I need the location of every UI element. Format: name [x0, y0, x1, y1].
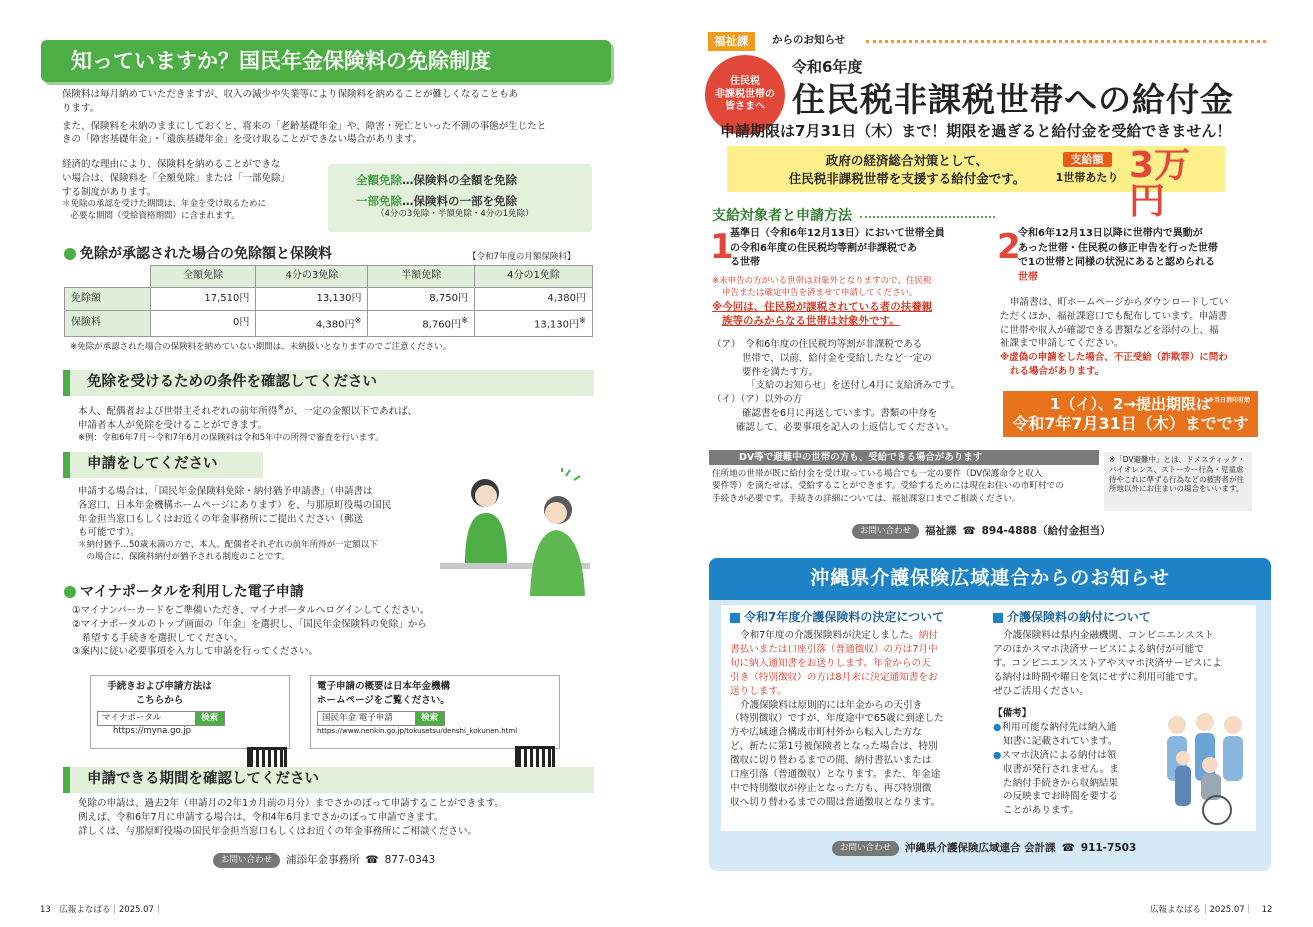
- welfare-tag: 福祉課: [708, 32, 755, 51]
- kaigo-remarks: 【備考】 ●利用可能な納付先は納入通 知書に記載されています。 ●スマホ決済による納付は領 収書が発行されません。ま た納付手続きから収納結果 の反映までお時間を要する ことがあります。: [993, 708, 1119, 817]
- dotted-divider: [866, 40, 1266, 43]
- dv-text: 住所地の世帯が既に給付金を受け取っている場合でも一定の要件（DV保護命令と収入 要件等）を満たせば、受給することができます。受給するためには現在お住いの市町村での 手続きが必要です。手続きの詳細については、福祉課窓口までご相談ください。: [712, 469, 1064, 504]
- left-footer: 13 広報よなばる｜2025.07｜: [40, 905, 163, 915]
- table-row: 保険料 0円 4,380円※ 8,760円※ 13,130円※: [65, 311, 593, 337]
- kaigo-banner: 沖縄県介護保険広域連合からのお知らせ: [709, 558, 1271, 600]
- nenkin-box: 電子申請の概要は日本年金機構 ホームページをご覧ください。 国民年金 電子申請 検索 https://www.nenkin.go.jp/tokusetsu/denshi_kokunen.html: [310, 675, 560, 749]
- table-footnote: ※免除が承認された場合の保険料を納めていない期間は、未納扱いとなりますのでご注意ください。: [70, 342, 452, 352]
- kaigo-payment-text: 介護保険料は県内金融機関、コンビニエンススト アのほかスマホ決済サービスによる納付が可能で す。コンビニエンスストアやスマホ決済サービスによ る納付は時間や曜日を気にせずに利用可能です。 ぜひご活用ください。: [993, 630, 1222, 697]
- phone-icon: ☎: [1061, 842, 1075, 854]
- phone-icon: ☎: [365, 854, 379, 866]
- kaigo-payment-heading: 介護保険料の納付について: [993, 609, 1151, 626]
- left-contact: お問い合わせ 浦添年金事務所 ☎ 877-0343: [213, 853, 435, 868]
- myna-heading: マイナポータルを利用した電子申請: [64, 582, 304, 602]
- deadline-text: 申請期限は7月31日（木）まで！期限を過ぎると給付金を受給できません！: [720, 122, 1232, 140]
- notice-label: からのお知らせ: [772, 34, 846, 46]
- item1-text: 基準日（令和6年12月13日）において世帯全員 の令和6年度の住民税均等割が非課税であ る世帯: [730, 228, 945, 268]
- consultation-illustration: [440, 468, 590, 598]
- elderly-illustration: [1155, 710, 1255, 828]
- left-title-banner: 知っていますか？国民年金保険料の免除制度: [41, 40, 611, 82]
- target-circle-badge: 住民税 非課税世帯の 皆さまへ: [705, 55, 785, 135]
- myna-steps: ①マイナンバーカードをご準備いただき、マイナポータルへログインしてください。 ②マイナポータルのトップ画面の「年金」を選択し、「国民年金保険料の免除」から 希望する手続きを選択してください。 ③案内に従い必要事項を入力して申請を行ってください。: [72, 605, 430, 658]
- section-period-heading: 申請できる期間を確認してください: [63, 767, 594, 793]
- item2-text: 令和6年12月13日以降に世帯内で異動が あった世帯・住民税の修正申告を行った世帯 で1の世帯と同様の状況にあると認められる 世帯: [1018, 228, 1218, 283]
- exemption-types-box: 全額免除…保険料の全額を免除 一部免除…保険料の一部を免除 （4分の3免除・半額免除・4分の1免除）: [328, 164, 592, 232]
- nenkin-search-box[interactable]: 国民年金 電子申請 検索: [317, 711, 445, 726]
- table-note: 【令和7年度の月額保険料】: [468, 252, 576, 262]
- myna-url[interactable]: https://myna.go.jp: [113, 725, 191, 736]
- table-heading: 免除が承認された場合の免除額と保険料: [64, 244, 332, 264]
- dotted-divider: [860, 216, 995, 218]
- target-heading: 支給対象者と申請方法: [712, 208, 852, 224]
- amount: 3万円: [1129, 145, 1191, 222]
- period-text: 免除の申請は、過去2年（申請月の2年1カ月前の月分）までさかのぼって申請することができます。 例えば、令和6年7月に申請する場合は、令和4年6月までさかのぼって申請できます。 詳しくは、与那原町役場の国民年金担当窓口もしくはお近くの年金事務所にご相談ください。: [78, 798, 504, 837]
- item2-desc: 申請書は、町ホームページからダウンロードしてい ただくほか、福祉課窓口でも配布しています。申請書 に世帯や収入が確認できる書類などを添付の上、福 祉課まで申請してください。 ※虚偽の申請をした場合、不正受給（詐欺罪）に問わ れる場合があります。: [1000, 297, 1229, 377]
- conditions-text: 本人、配偶者および世帯主それぞれの前年所得※が、一定の金額以下であれば、 申請者本人が免除を受けることができます。 ※例：令和6年7月〜令和7年6月の保険料は令和5年中の所得で審査を行います。: [78, 403, 418, 443]
- item-number-1: 1: [710, 227, 734, 267]
- welfare-contact: お問い合わせ 福祉課 ☎ 894-4888（給付金担当）: [852, 524, 1111, 539]
- phone-icon: ☎: [962, 525, 976, 537]
- section-conditions-heading: 免除を受けるための条件を確認してください: [63, 370, 594, 396]
- apply-text: 申請する場合は、「国民年金保険料免除・納付猶予申請書」（申請書は 各窓口、日本年金機構ホームページにあります）を、与那原町役場の国民 年金担当窓口もしくはお近くの年金事務所にご提出ください（郵送 も可能です）。 ＊納付猶予…50歳未満の方で、本人、配偶者それぞれの前年所得が一定額以下 の場合に、保険料納付が猶予される制度のことです。: [78, 486, 392, 562]
- section-apply-heading: 申請をしてください: [63, 452, 263, 478]
- table-row: 免除額 17,510円 13,130円 8,750円 4,380円: [65, 288, 593, 311]
- myna-portal-box: 手続きおよび申請方法は こちらから マイナポータル 検索 https://myna.go.jp: [90, 675, 290, 749]
- benefit-title: 住民税非課税世帯への給付金: [792, 80, 1234, 119]
- item-number-2: 2: [997, 227, 1021, 267]
- nenkin-url[interactable]: https://www.nenkin.go.jp/tokusetsu/denshi_kokunen.html: [317, 726, 518, 735]
- kaigo-contact: お問い合わせ 沖縄県介護保険広域連合 会計課 ☎ 911-7503: [832, 841, 1136, 856]
- title-year: 令和6年度: [792, 58, 863, 76]
- item1-note: ※未申告の方がいる世帯は対象外となりますので、住民税 申告または確定申告を済ませて申請してください。 ※今回は、住民税が課税されている者の扶養親 族等のみからなる世帯は対象外です。: [712, 276, 933, 328]
- myna-search-box[interactable]: マイナポータル 検索: [97, 711, 225, 726]
- dv-heading-bar: DV等で避難中の世帯の方も、受給できる場合があります: [709, 450, 1099, 465]
- item1-subitems: （ア） 令和6年度の住民税均等割が非課税である 世帯で、以前、給付金を受給したなど一定の 要件を満たす方。 「支給のお知らせ」を送付し4月に支給済みです。 （イ）（ア）以外の方 確認書を6月に再送しています。書類の中身を 確認して、必要事項を記入の上返信してください。: [712, 339, 960, 433]
- kaigo-fee-heading: 令和7年度介護保険料の決定について: [730, 609, 944, 626]
- right-footer: 広報よなばる｜2025.07｜ 12: [1150, 905, 1273, 915]
- economic-reason-text: 経済的な理由により、保険料を納めることができな い場合は、保険料を「全額免除」または「一部免除」 する制度があります。 ＊免除の承認を受けた期間は、年金を受け取るために 必要な期間（受給資格期間）に含まれます。: [62, 159, 291, 222]
- intro-text: 保険料は毎月納めていただきますが、収入の減少や失業等により保険料を納めることが難しくなることもあ ります。 また、保険料を未納のままにしておくと、将来の「老齢基礎年金」や、障害・死亡といった不測の事態が生じたと きの「障害基礎年金」・「遺族基礎年金」を受け取ることができない場合があります。: [62, 89, 547, 146]
- kaigo-fee-text: 令和7年度の介護保険料が決定しました。納付 書払いまたは口座引落（普通徴収）の方は7月中 旬に納入通知書をお送りします。年金からの天 引き（特別徴収）の方は8月末に決定通知書をお 送りします。 介護保険料は原則的には年金からの天引き （特別徴収）ですが、年度途中で65歳に到達した 方や広域連合構成市町村外から転入した方な ど、新たに第1号被保険者となった場合は、特別 徴収に切り替わるまでの間、納付書払いまたは 口座引落（普通徴収）となります。また、年金途 中で特別徴収が停止となった方も、再び特別徴 収へ切り替わるまでの間は普通徴収となります。: [730, 630, 944, 808]
- fee-table: 全額免除 4分の3免除 半額免除 4分の1免除 免除額 17,510円 13,130円 8,750円 4,380円 保険料 0円 4,380円※ 8,760円※ 13,130円※: [64, 265, 593, 337]
- benefit-summary-box: 政府の経済総合対策として、 住民税非課税世帯を支援する給付金です。 支給額 1世帯あたり 3万円: [727, 146, 1225, 192]
- dv-note: ※「DV避難中」とは、ドメスティック・バイオレンス、ストーカー行為・児童虐待やこれに準ずる行為などの被害者が住所地以外にお住まいの場合をいいます。: [1104, 452, 1252, 511]
- submission-deadline-box: 1（イ）、2→提出期限は 令和7年7月31日（木）までです ※当日消印有効: [1003, 391, 1258, 437]
